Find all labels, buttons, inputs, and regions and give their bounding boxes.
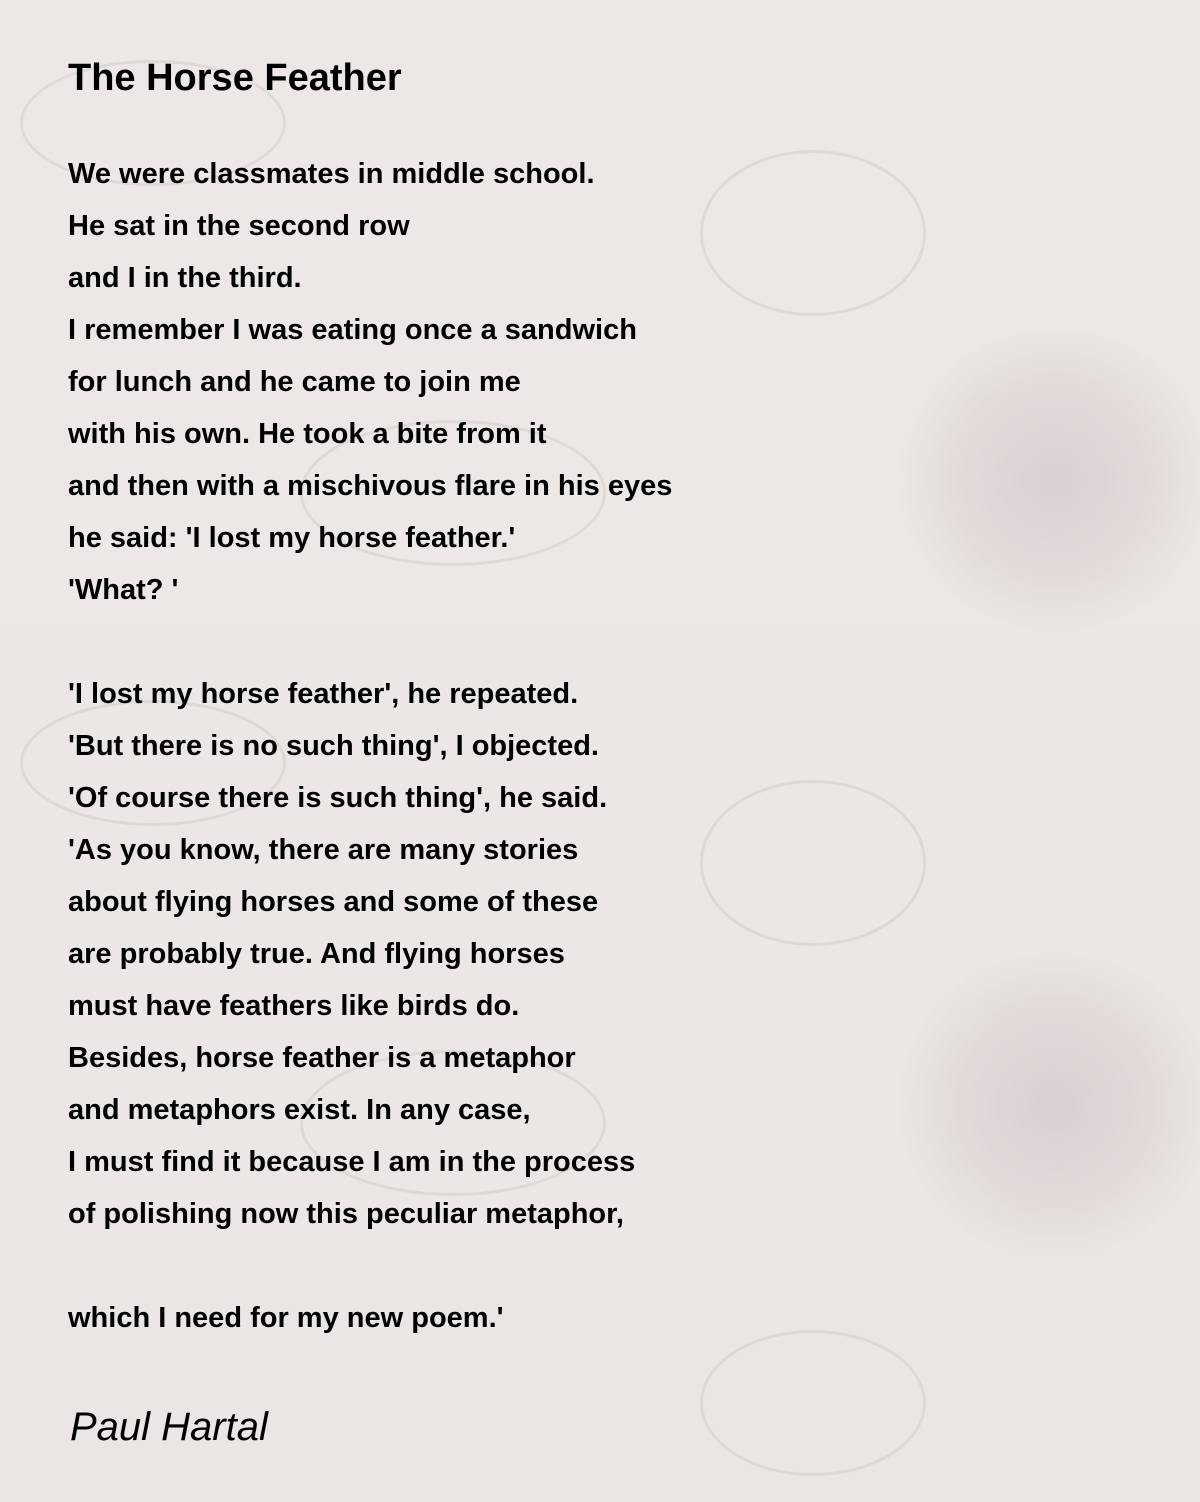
background-swirl — [700, 1330, 926, 1476]
stanza-3 — [68, 1292, 504, 1344]
poem-line: 'I lost my horse feather', he repeated. — [68, 678, 579, 710]
poem-line: We were classmates in middle school. — [68, 158, 595, 190]
poem-line: about flying horses and some of these — [68, 886, 599, 918]
poem-line: He sat in the second row — [68, 210, 410, 242]
poem-line: of polishing now this peculiar metaphor, — [68, 1198, 624, 1230]
poem-line: and metaphors exist. In any case, — [68, 1094, 531, 1126]
stanza-2 — [68, 668, 635, 1240]
poem-line: and then with a mischivous flare in his eyes — [68, 470, 673, 502]
poem-line: for lunch and he came to join me — [68, 366, 521, 398]
poem-line: are probably true. And flying horses — [68, 938, 565, 970]
background-blot — [890, 955, 1200, 1255]
poem-line: 'Of course there is such thing', he said. — [68, 782, 608, 814]
poem-line: Besides, horse feather is a metaphor — [68, 1042, 576, 1074]
poem-line: 'As you know, there are many stories — [68, 834, 579, 866]
poem-line: must have feathers like birds do. — [68, 990, 520, 1022]
poem-line: 'But there is no such thing', I objected. — [68, 730, 599, 762]
poem-title: The Horse Feather — [68, 57, 402, 99]
stanza-1 — [68, 148, 672, 616]
background-panel-bottom — [0, 1248, 1200, 1502]
poem-line: I must find it because I am in the process — [68, 1146, 636, 1178]
background-swirl — [700, 150, 926, 316]
poem-line: with his own. He took a bite from it — [68, 418, 547, 450]
poem-line: which I need for my new poem.' — [68, 1302, 504, 1334]
background-swirl — [700, 780, 926, 946]
poem-author: Paul Hartal — [70, 1405, 268, 1449]
poem-line: I remember I was eating once a sandwich — [68, 314, 637, 346]
poem-line: 'What? ' — [68, 574, 179, 606]
poem-line: and I in the third. — [68, 262, 302, 294]
poem-line: he said: 'I lost my horse feather.' — [68, 522, 516, 554]
background-blot — [890, 330, 1200, 630]
